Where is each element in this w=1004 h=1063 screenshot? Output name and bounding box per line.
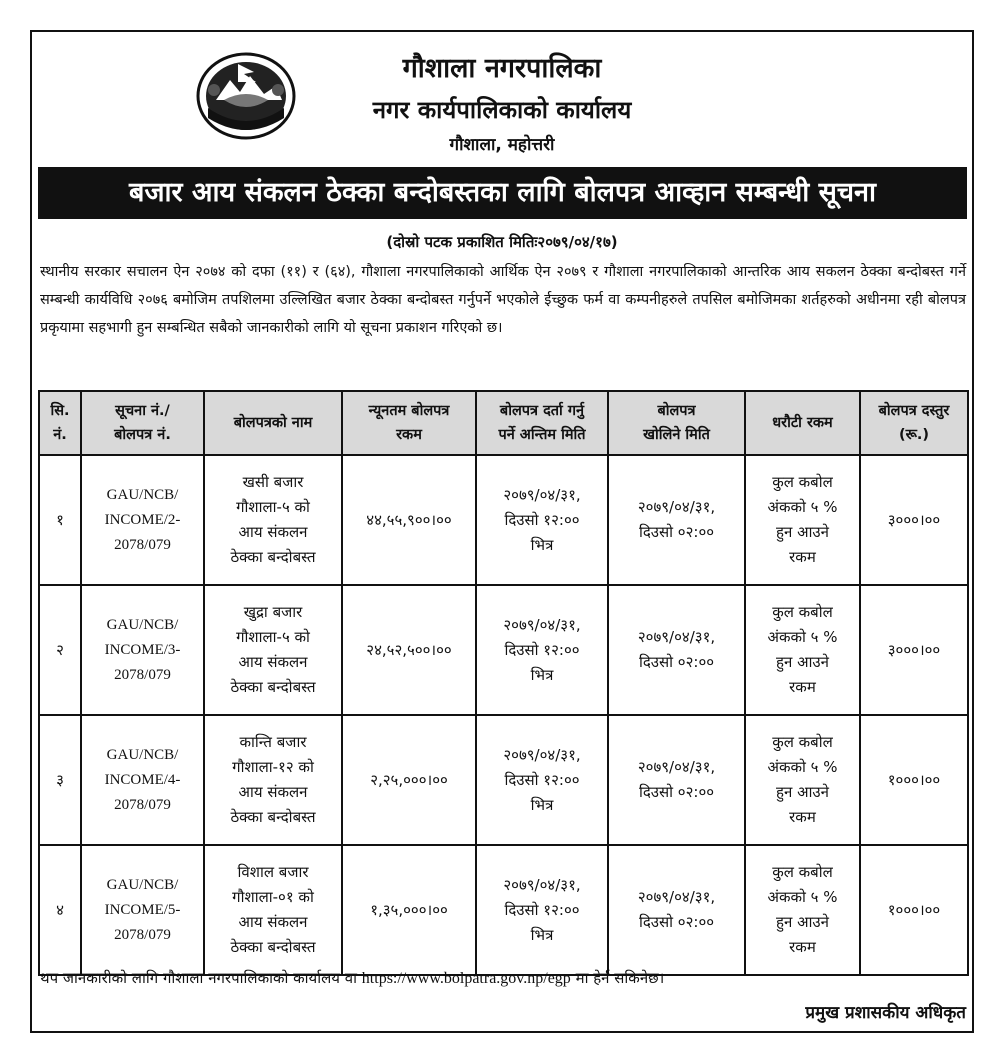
header-text-line: पर्ने अन्तिम मिति [498,427,586,443]
footer-text-before: थप जानकारीको लागि गौशाला नगरपालिकाको कार्यालय वा [40,969,358,987]
cell-fee: १०००।०० [860,715,968,845]
cell-deadline [476,455,608,585]
cell-min-amount: २,२५,०००।०० [342,715,476,845]
tender-table-header [39,391,968,455]
cell-min-amount: २४,५२,५००।०० [342,585,476,715]
cell-text-line: दिउसो ०२:०० [638,653,715,671]
publication-date-note: (दोस्रो पटक प्रकाशित मितिः२०७९/०४/१७) [386,233,618,251]
cell-deposit [745,845,860,975]
cell-text-line: हुन आउने [776,653,829,671]
cell-text-line: गौशाला-०१ को [232,888,314,906]
table-row [39,455,968,585]
cell-text-line: २०७९/०४/३१, [503,875,581,894]
cell-text-line: दिउसो ०२:०० [638,913,715,931]
cell-deposit [745,455,860,585]
cell-text-line: २०७९/०४/३१, [503,745,581,764]
cell-text-line: 2078/079 [114,666,171,683]
cell-text-line: २०७९/०४/३१, [637,888,716,906]
cell-text-line: खसी बजार [242,473,304,491]
footer-text-after: मा हेर्न सकिनेछ। [575,969,665,987]
cell-fee: ३०००।०० [860,585,968,715]
cell-text-line: ठेक्का बन्दोबस्त [230,678,316,696]
cell-opening-date [608,585,745,715]
cell-text-line: गौशाला-५ को [236,628,310,646]
cell-text-line: खुद्रा बजार [243,603,303,621]
cell-text-line: भित्र [530,795,554,814]
cell-text-line: INCOME/3- [104,641,181,658]
cell-text-line: २०७९/०४/३१, [637,758,716,776]
cell-text-line: रकम [789,808,816,826]
cell-text-line: गौशाला-१२ को [232,758,314,776]
cell-deadline [476,845,608,975]
header-text-line: बोलपत्र दस्तुर [878,403,950,419]
cell-serial: २ [39,585,81,715]
cell-text-line: रकम [789,938,816,956]
cell-text-line: INCOME/2- [104,511,181,528]
header-text-line: सूचना नं./ [115,403,170,419]
cell-deposit [745,585,860,715]
cell-deadline [476,585,608,715]
cell-fee: १०००।०० [860,845,968,975]
cell-tender-name [204,845,342,975]
cell-text-line: आय संकलन [238,653,308,671]
signature-title: प्रमुख प्रशासकीय अधिकृत [805,1003,966,1023]
header-min-amount [342,391,476,455]
cell-text-line: GAU/NCB/ [106,876,179,893]
cell-text-line: INCOME/5- [104,901,181,918]
organization-name: गौशाला नगरपालिका [402,53,602,84]
header-text-line: (रू.) [898,427,930,443]
cell-fee: ३०००।०० [860,455,968,585]
table-row [39,845,968,975]
header-text-line: बोलपत्र दर्ता गर्नु [499,403,585,419]
header-text-line: बोलपत्र नं. [114,427,171,443]
cell-text-line: आय संकलन [238,783,308,801]
cell-deposit [745,715,860,845]
tender-table [38,390,969,976]
header-tender-name [204,391,342,455]
cell-text-line: भित्र [530,925,554,944]
cell-text-line: ठेक्का बन्दोबस्त [230,938,316,956]
cell-text-line: रकम [789,548,816,566]
tender-table-body [39,455,968,975]
table-row [39,715,968,845]
header-text-line: सि. [50,403,70,419]
cell-text-line: अंकको ५ % [767,758,838,776]
cell-tender-name [204,715,342,845]
cell-min-amount: १,३५,०००।०० [342,845,476,975]
header-text-line: बोलपत्रको नाम [233,415,313,431]
cell-text-line: 2078/079 [114,926,171,943]
header-deadline [476,391,608,455]
header-notice-no [81,391,204,455]
cell-min-amount: ४४,५५,९००।०० [342,455,476,585]
cell-notice-no [81,455,204,585]
cell-text-line: २०७९/०४/३१, [637,628,716,646]
cell-text-line: हुन आउने [776,523,829,541]
header-serial [39,391,81,455]
cell-text-line: दिउसो १२:०० [504,770,580,789]
cell-text-line: कुल कबोल [772,603,833,621]
cell-text-line: कुल कबोल [772,863,833,881]
header-opening-date [608,391,745,455]
cell-text-line: अंकको ५ % [767,888,838,906]
cell-text-line: भित्र [530,535,554,554]
cell-text-line: कुल कबोल [772,733,833,751]
bolpatra-link[interactable]: https://www.bolpatra.gov.np/egp [361,970,571,987]
cell-text-line: हुन आउने [776,783,829,801]
cell-text-line: दिउसो १२:०० [504,900,580,919]
intro-paragraph: स्थानीय सरकार सचालन ऐन २०७४ को दफा (११) र (६४), गौशाला नगरपालिकाको आर्थिक ऐन २०७९ र गौशाला नगरपालिकाको आन्तरिक आय सकलन ठेक्का बन्दोबस्त गर्ने सम्बन्धी कार्यविधि २०७६ बमोजिम तपशिलमा उल्लिखित बजार ठेक्का बन्दोबस्त गर्नुपर्ने भएकोले ईच्छुक फर्म वा कम्पनीहरुले तपसिल बमोजिमका शर्तहरुको अधीनमा रही बोलपत्र प्रकृयामा सहभागी हुन सम्बन्धित सबैको जानकारीको लागि यो सूचना प्रकाशन गरिएको छ। [40,264,966,336]
cell-text-line: दिउसो १२:०० [504,510,580,529]
cell-serial: ३ [39,715,81,845]
cell-text-line: GAU/NCB/ [106,486,179,503]
office-address: गौशाला, महोत्तरी [449,135,555,155]
cell-text-line: GAU/NCB/ [106,746,179,763]
cell-text-line: २०७९/०४/३१, [637,498,716,516]
cell-text-line: कुल कबोल [772,473,833,491]
header-text-line: खोलिने मिति [643,427,710,443]
cell-serial: १ [39,455,81,585]
cell-text-line: ठेक्का बन्दोबस्त [230,808,316,826]
cell-text-line: 2078/079 [114,796,171,813]
cell-text-line: हुन आउने [776,913,829,931]
cell-deadline [476,715,608,845]
cell-opening-date [608,455,745,585]
cell-tender-name [204,585,342,715]
cell-opening-date [608,845,745,975]
table-row [39,585,968,715]
cell-text-line: २०७९/०४/३१, [503,485,581,504]
header-deposit [745,391,860,455]
header-text-line: रकम [396,427,422,443]
cell-notice-no [81,715,204,845]
header-fee [860,391,968,455]
cell-text-line: आय संकलन [238,523,308,541]
cell-text-line: कान्ति बजार [239,733,307,751]
header-text-line: धरौटी रकम [772,415,833,431]
cell-text-line: GAU/NCB/ [106,616,179,633]
cell-text-line: ठेक्का बन्दोबस्त [230,548,316,566]
cell-text-line: विशाल बजार [237,863,309,881]
cell-notice-no [81,585,204,715]
cell-text-line: दिउसो ०२:०० [638,783,715,801]
notice-title: बजार आय संकलन ठेक्का बन्दोबस्तका लागि बोलपत्र आव्हान सम्बन्धी सूचना [38,167,967,219]
cell-text-line: दिउसो ०२:०० [638,523,715,541]
cell-text-line: अंकको ५ % [767,628,838,646]
cell-text-line: २०७९/०४/३१, [503,615,581,634]
cell-tender-name [204,455,342,585]
cell-text-line: गौशाला-५ को [236,498,310,516]
office-name: नगर कार्यपालिकाको कार्यालय [372,96,632,124]
header-text-line: नं. [53,427,67,443]
cell-opening-date [608,715,745,845]
cell-serial: ४ [39,845,81,975]
cell-text-line: आय संकलन [238,913,308,931]
cell-text-line: INCOME/4- [104,771,181,788]
cell-text-line: दिउसो १२:०० [504,640,580,659]
footer-note [40,968,966,988]
header-text-line: बोलपत्र [657,403,696,419]
cell-text-line: 2078/079 [114,536,171,553]
header-text-line: न्यूनतम बोलपत्र [368,403,450,419]
cell-text-line: भित्र [530,665,554,684]
cell-text-line: रकम [789,678,816,696]
cell-text-line: अंकको ५ % [767,498,838,516]
cell-notice-no [81,845,204,975]
